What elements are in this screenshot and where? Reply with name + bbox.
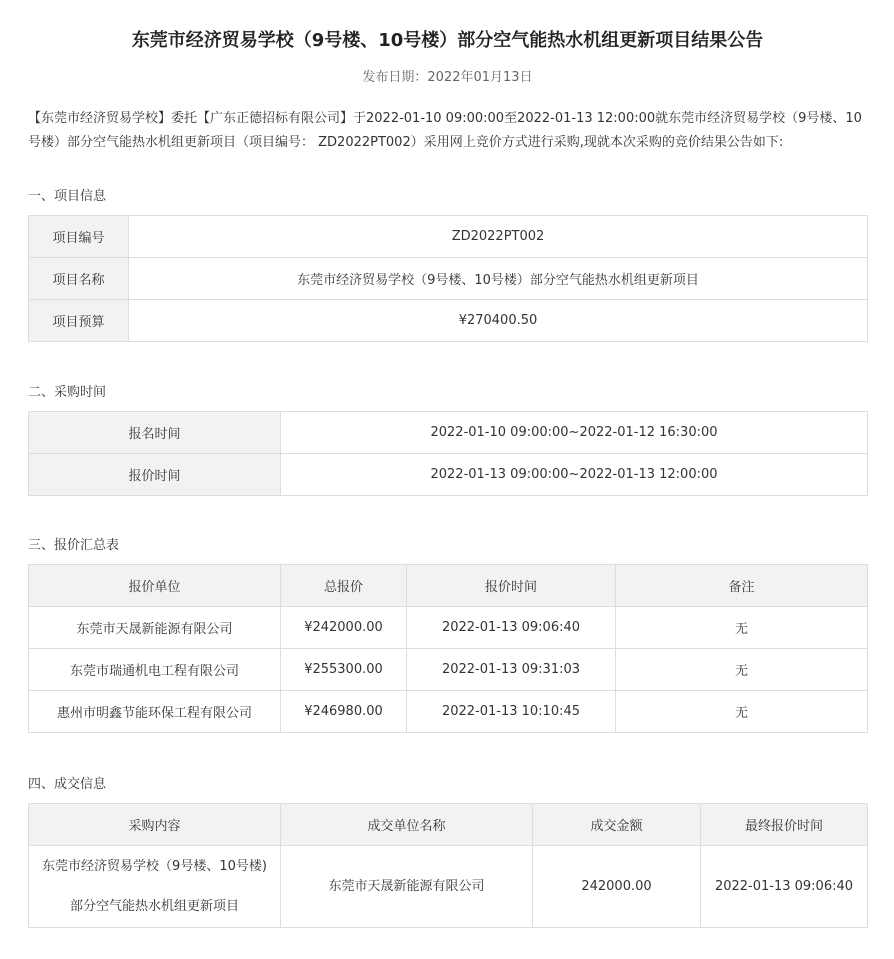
deal-amount: 242000.00 (533, 846, 701, 928)
column-header: 成交单位名称 (281, 804, 533, 846)
project-info-table (28, 215, 868, 342)
registration-time-label: 报名时间 (29, 412, 281, 454)
project-number-value: ZD2022PT002 (129, 216, 868, 258)
publish-date: 发布日期：2022年01月13日 (362, 70, 533, 85)
purchase-content-line1: 东莞市经济贸易学校（9号楼、10号楼) (42, 858, 267, 874)
bid-amount: ¥242000.00 (281, 607, 407, 649)
purchase-content (29, 846, 281, 928)
column-header: 报价单位 (29, 565, 281, 607)
project-name-value: 东莞市经济贸易学校（9号楼、10号楼）部分空气能热水机组更新项目 (129, 258, 868, 300)
section-purchase-time-title: 二、采购时间 (28, 385, 107, 400)
column-header: 备注 (616, 565, 868, 607)
bid-amount: ¥255300.00 (281, 649, 407, 691)
project-number-label: 项目编号 (29, 216, 129, 258)
table-header-row (29, 804, 868, 846)
bid-remark: 无 (616, 691, 868, 733)
column-header: 采购内容 (29, 804, 281, 846)
bid-remark: 无 (616, 607, 868, 649)
purchase-time-table (28, 411, 868, 496)
purchase-content-line2: 部分空气能热水机组更新项目 (69, 898, 239, 914)
table-row (29, 846, 868, 928)
bidder-name: 东莞市瑞通机电工程有限公司 (29, 649, 281, 691)
intro-paragraph: 【东莞市经济贸易学校】委托【广东正德招标有限公司】于2022-01-10 09:00:00至2022-01-13 12:00:00就东莞市经济贸易学校（9号楼、10号楼）部分空气能热水机组更新项目（项目编号： ZD2022PT002）采用网上竞价方式进行采购,现就本次采购的竞价结果公告如下: (28, 111, 862, 150)
project-budget-label: 项目预算 (29, 300, 129, 342)
section-quote-summary-title: 三、报价汇总表 (28, 538, 120, 553)
bid-time: 2022-01-13 09:06:40 (407, 607, 616, 649)
table-row (29, 258, 868, 300)
table-row (29, 216, 868, 258)
section-project-info-title: 一、项目信息 (28, 189, 107, 204)
final-quote-time: 2022-01-13 09:06:40 (701, 846, 868, 928)
quote-time-label: 报价时间 (29, 454, 281, 496)
table-row (29, 607, 868, 649)
table-header-row (29, 565, 868, 607)
column-header: 最终报价时间 (701, 804, 868, 846)
column-header: 成交金额 (533, 804, 701, 846)
bid-amount: ¥246980.00 (281, 691, 407, 733)
column-header: 报价时间 (407, 565, 616, 607)
bid-remark: 无 (616, 649, 868, 691)
bidder-name: 惠州市明鑫节能环保工程有限公司 (29, 691, 281, 733)
bidder-name: 东莞市天晟新能源有限公司 (29, 607, 281, 649)
deal-info-table (28, 803, 868, 928)
table-row (29, 412, 868, 454)
quote-time-value: 2022-01-13 09:00:00~2022-01-13 12:00:00 (281, 454, 868, 496)
registration-time-value: 2022-01-10 09:00:00~2022-01-12 16:30:00 (281, 412, 868, 454)
bid-time: 2022-01-13 10:10:45 (407, 691, 616, 733)
deal-supplier: 东莞市天晟新能源有限公司 (281, 846, 533, 928)
column-header: 总报价 (281, 565, 407, 607)
project-name-label: 项目名称 (29, 258, 129, 300)
page-title: 东莞市经济贸易学校（9号楼、10号楼）部分空气能热水机组更新项目结果公告 (131, 30, 764, 51)
table-row (29, 691, 868, 733)
table-row (29, 649, 868, 691)
table-row (29, 300, 868, 342)
quote-summary-table (28, 564, 868, 733)
project-budget-value: ¥270400.50 (129, 300, 868, 342)
bid-time: 2022-01-13 09:31:03 (407, 649, 616, 691)
table-row (29, 454, 868, 496)
section-deal-info-title: 四、成交信息 (28, 777, 107, 792)
